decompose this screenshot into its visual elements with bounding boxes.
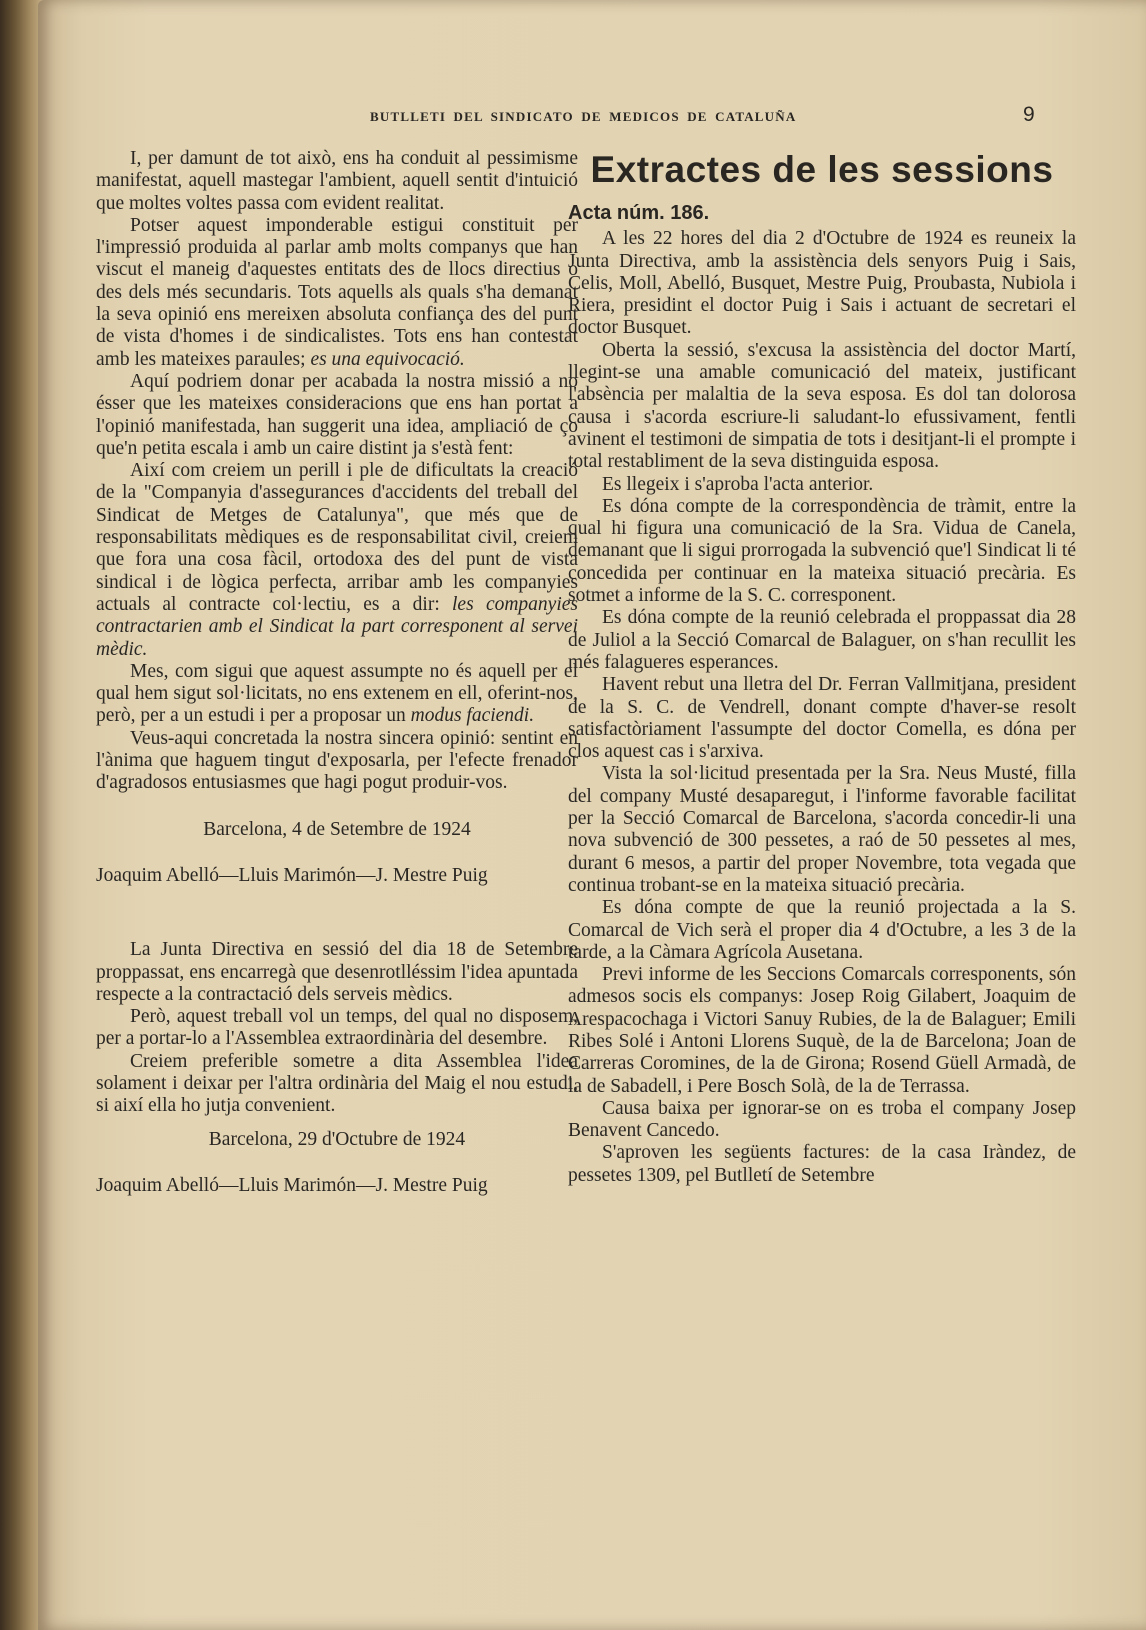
article-title: Extractes de les sessions <box>590 149 1054 190</box>
page-number: 9 <box>1023 103 1035 126</box>
italic-phrase: modus faciendi. <box>410 705 535 727</box>
paragraph: Vista la sol·licitud presentada per la Sra. Neus Musté, filla del company Musté desaparegut, i l'informe favorable facilitat per la Secció Comarcal de Barcelona, s'acorda concedir-li una nova subvenció de 300 pessetes, a raó de 50 pessetes al mes, durant 6 mesos, a partir del proper Novembre, tota vegada que continua trobant-se en la mateixa situació precària. <box>568 763 1076 896</box>
paragraph: S'aproven les següents factures: de la casa Iràndez, de pessetes 1309, pel Butlletí de Setembre <box>568 1142 1076 1186</box>
date-line: Barcelona, 4 de Setembre de 1924 <box>203 818 471 840</box>
left-column <box>96 148 578 1197</box>
acta-heading: Acta núm. 186. <box>568 202 710 224</box>
paragraph: Causa baixa per ignorar-se on es troba el company Josep Benavent Cancedo. <box>568 1097 1076 1142</box>
paragraph: Aquí podriem donar per acabada la nostra missió a no ésser que les mateixes consideracions que ens han portat a l'opinió manifestada, han suggerit una idea, ampliació de ço que'n petita escala i amb un caire distint ja s'està fent: <box>96 370 578 459</box>
paragraph: Veus-aqui concretada la nostra sincera opinió: sentint en l'ànima que haguem tingut d'exposarla, per l'efecte frenador d'agradosos entusiasmes que hagi pogut produir-vos. <box>96 727 578 794</box>
paragraph: Havent rebut una lletra del Dr. Ferran Vallmitjana, president de la S. C. de Vendrell, donant compte d'haver-se resolt satisfactòriament l'assumpte del doctor Comella, es dóna per clos aquest cas i s'arxiva. <box>568 674 1076 763</box>
paragraph: Es dóna compte de la reunió celebrada el proppassat dia 28 de Juliol a la Secció Comarcal de Balaguer, on s'han recullit les més falagueres esperances. <box>568 607 1076 673</box>
paragraph: I, per damunt de tot això, ens ha conduit al pessimisme manifestat, aquell mastegar l'ambient, aquell sentit d'intuició que moltes voltes passa com evident realitat. <box>96 148 578 214</box>
paragraph: Creiem preferible sometre a dita Assemblea l'idea solament i deixar per l'altra ordinària del Maig el nou estudi, si així ella ho jutja convenient. <box>96 1050 578 1117</box>
paragraph: Es llegeix i s'aproba l'acta anterior. <box>602 473 874 495</box>
signature-line: Joaquim Abelló—Lluis Marimón—J. Mestre Puig <box>96 864 488 886</box>
paragraph: Així com creiem un perill i ple de dificultats la creació de la "Companyia d'assegurances d'accidents del treball del Sindicat de Metges de Catalunya", que més que de responsabilitats mèdiques es de responsabilitat civil, creiem que fora una cosa fàcil, ortodoxa des del punt de vista sindical i de lògica perfecta, arribar amb les companyies actuals al contracte col·lectiu, es a dir: les companyies contractarien amb el Sindicat la part corresponent al servei mèdic. <box>96 460 578 660</box>
italic-quote: les companyies contractarien amb el Sindicat la part corresponent al servei mèdic. <box>96 593 578 660</box>
italic-quote: es una equivocació. <box>310 348 465 370</box>
date-line: Barcelona, 29 d'Octubre de 1924 <box>208 1128 466 1150</box>
document-page <box>38 0 1146 1630</box>
right-column <box>568 148 1076 1187</box>
paragraph: Previ informe de les Seccions Comarcals corresponents, són admesos socis els companys: Josep Roig Gilabert, Joaquim de Arespacochaga i Victori Sanuy Rubies, de la de Balaguer; Emili Ribes Solé i Antoni Llorens Suquè, de la de Barcelona; Joan de Carreras Coromines, de la de Girona; Rosend Güell Armadà, de la de Sabadell, i Pere Bosch Solà, de la de Terrassa. <box>568 964 1076 1097</box>
paragraph: Es dóna compte de que la reunió projectada a la S. Comarcal de Vich serà el proper dia 4 d'Octubre, a les 3 de la tarde, a la Càmara Agrícola Ausetana. <box>568 897 1076 963</box>
paragraph: La Junta Directiva en sessió del dia 18 de Setembre proppassat, ens encarregà que desenrotlléssim l'idea apuntada respecte a la contractació dels serveis mèdics. <box>96 939 578 1005</box>
paragraph: Però, aquest treball vol un temps, del qual no disposem, per a portar-lo a l'Assemblea extraordinària del desembre. <box>96 1006 578 1050</box>
journal-title: BUTLLETI DEL SINDICATO DE MEDICOS DE CATALUÑA <box>370 109 797 124</box>
running-header <box>38 103 1146 133</box>
signature-line: Joaquim Abelló—Lluis Marimón—J. Mestre Puig <box>96 1174 488 1196</box>
paragraph: Oberta la sessió, s'excusa la assistència del doctor Martí, llegint-se una amable comunicació del mateix, justificant l'absència per malaltia de la seva esposa. Es dol tan dolorosa causa i s'acorda escriure-li saludant-lo efussivament, fentli avinent el testimoni de simpatia de tots i desitjant-li el prompte i total restabliment de la seva distinguida esposa. <box>568 339 1076 473</box>
paragraph: Es dóna compte de la correspondència de tràmit, entre la qual hi figura una comunicació de la Sra. Vidua de Canela, demanant que li sigui prorrogada la subvenció que'l Sindicat li té concedida per continuar en la mateixa situació precària. Es sotmet a informe de la S. C. corresponent. <box>568 495 1076 607</box>
paragraph: Potser aquest imponderable estigui constituit per l'impressió produida al parlar amb molts companys que han viscut el maneig d'aquestes entitats des de llocs directius o des dels més secundaris. Tots aquells als quals s'ha demanat la seva opinió ens mereixen absoluta confiança des del punt de vista d'homes i de sindicalistes. Tots ens han contestat amb les mateixes paraules; es una equivocació. <box>96 214 578 370</box>
paragraph: Mes, com sigui que aquest assumpte no és aquell per el qual hem sigut sol·licitats, no ens extenem en ell, oferint-nos, però, per a un estudi i per a proposar un modus faciendi. <box>96 660 578 727</box>
paragraph: A les 22 hores del dia 2 d'Octubre de 1924 es reuneix la Junta Directiva, amb la assistència dels senyors Puig i Sais, Celis, Moll, Abelló, Busquet, Mestre Puig, Proubasta, Nubiola i Riera, presidint el doctor Puig i Sais i actuant de secretari el doctor Busquet. <box>568 228 1076 339</box>
